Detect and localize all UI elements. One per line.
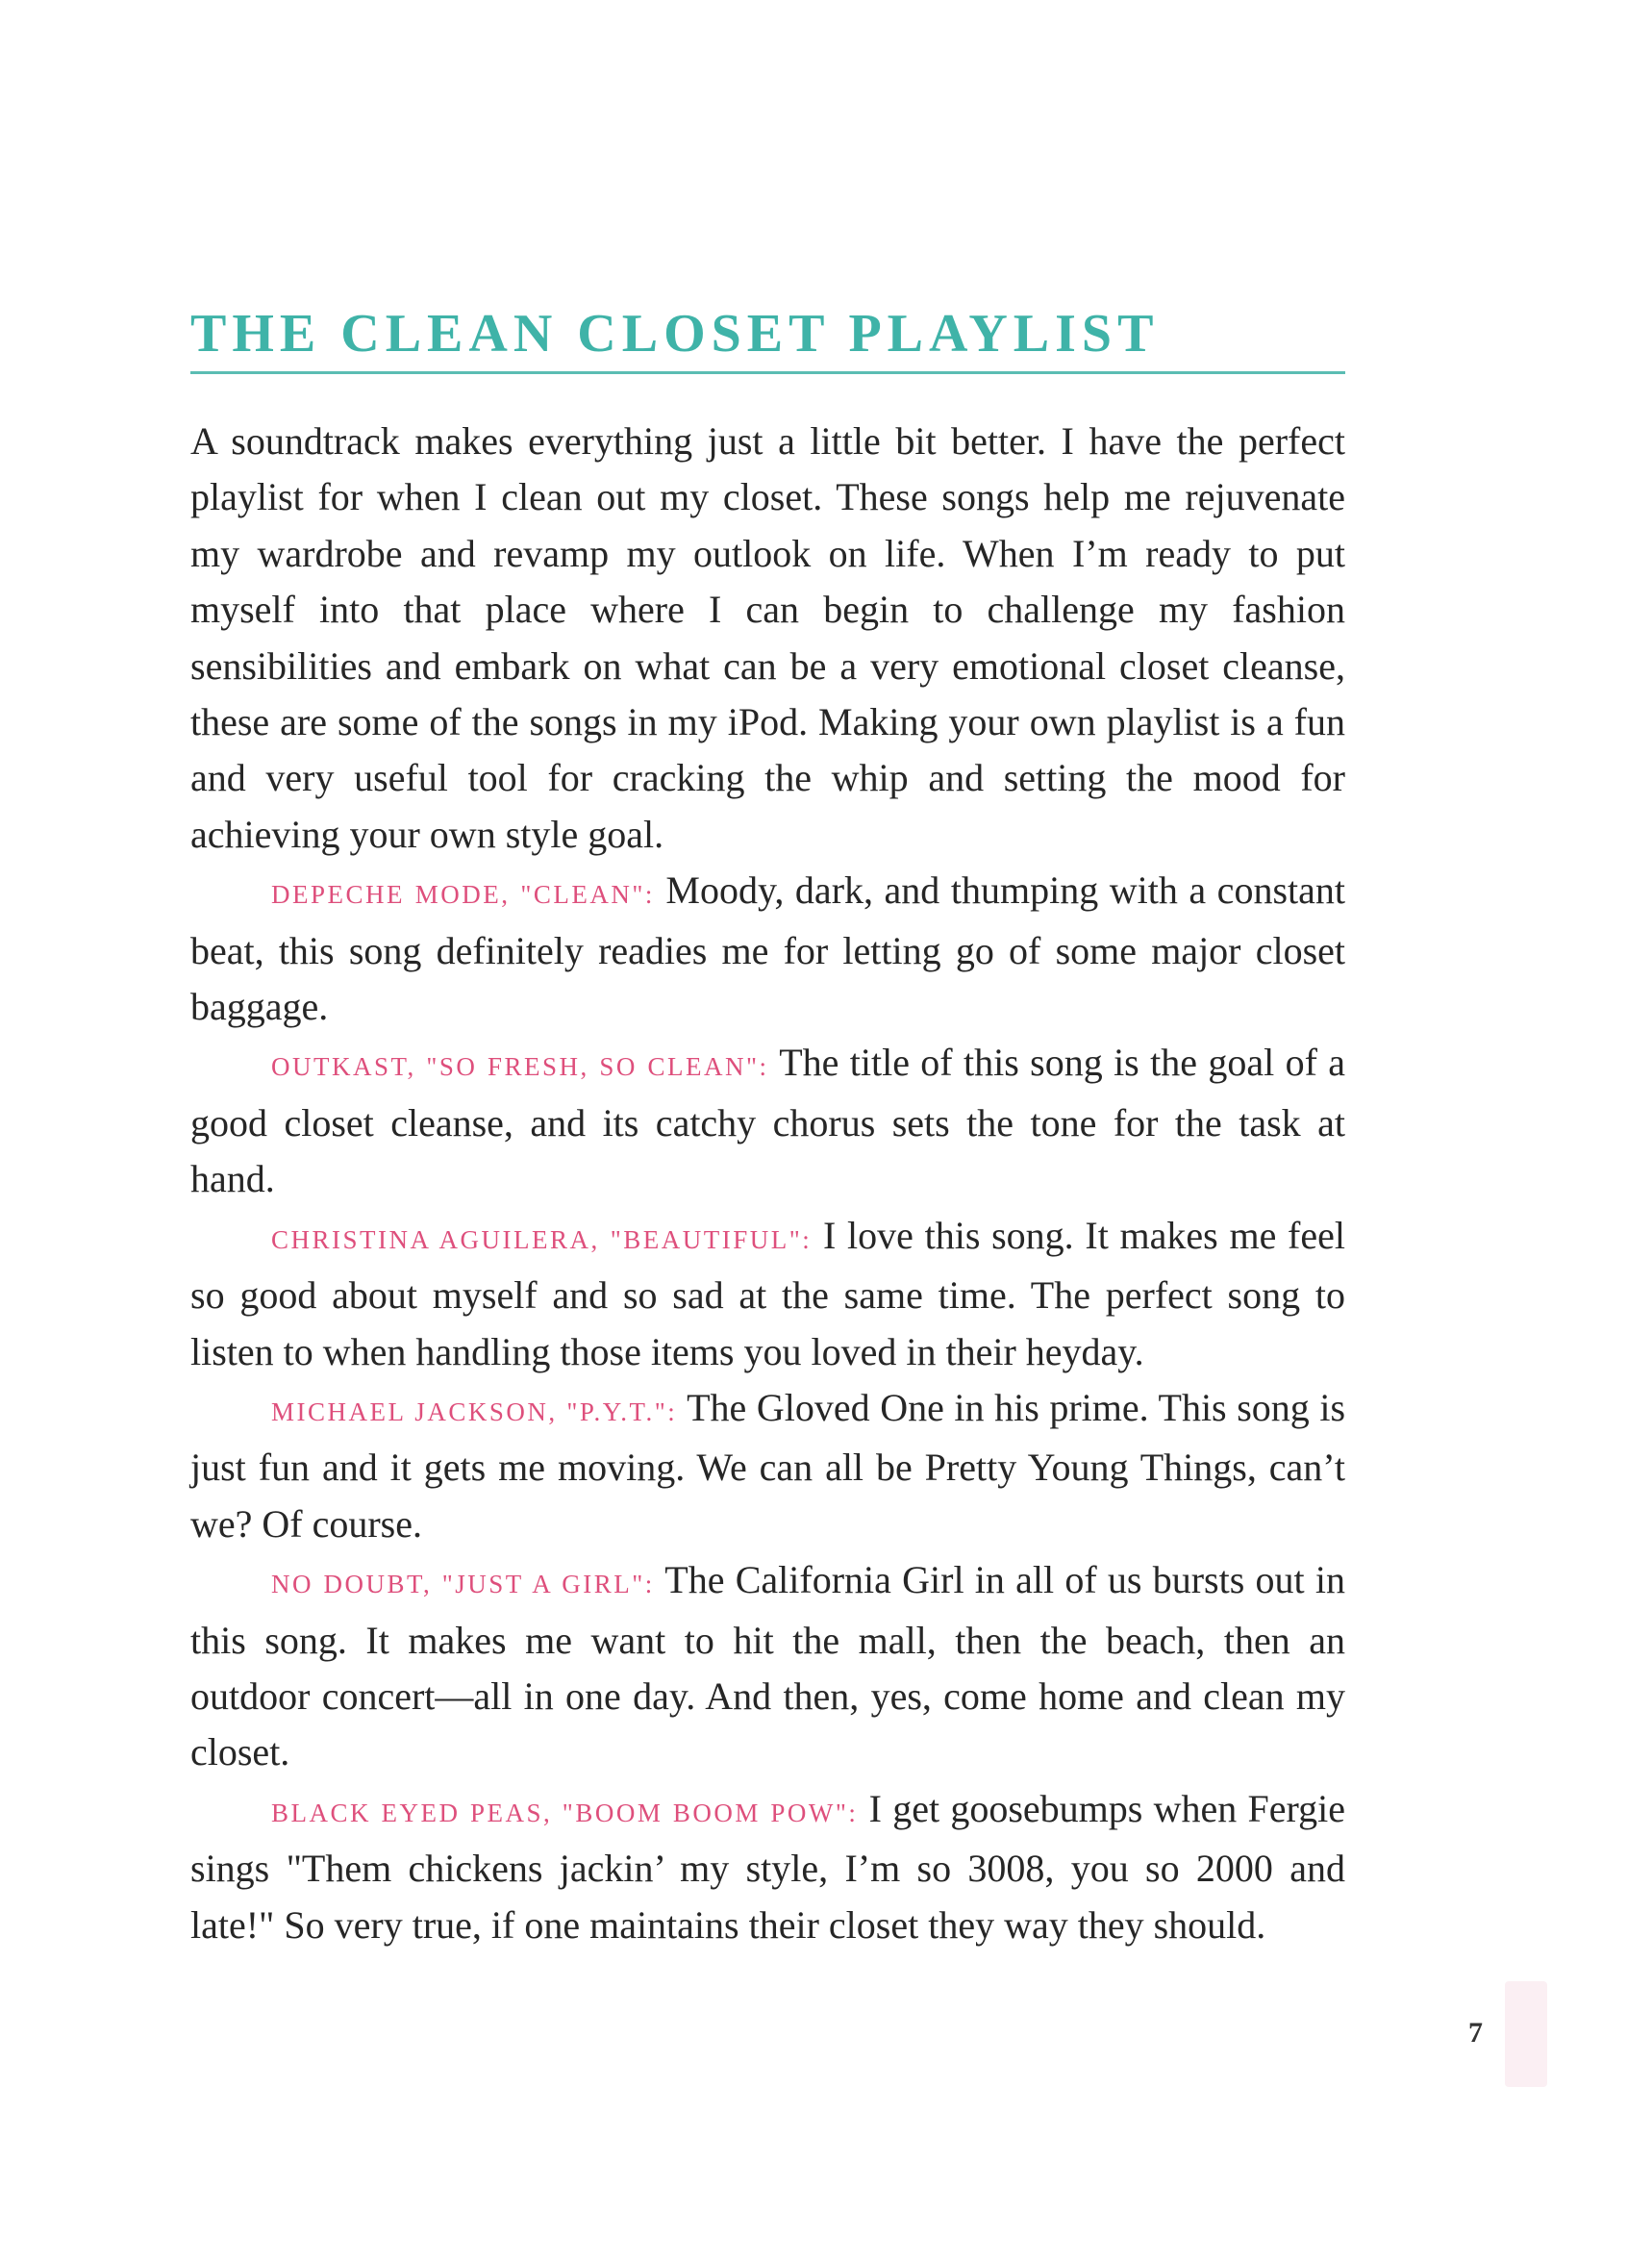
- playlist-entry-michael-jackson: [190, 1380, 1345, 1552]
- song-description: The California Girl in all of us bursts out in this song. It makes me want to hit the mall, then the beach, then an outdoor concert—all in one day. And then, yes, come home and clean my closet.: [190, 1558, 1345, 1774]
- page-edge-tab: [1505, 1981, 1547, 2087]
- song-description: Moody, dark, and thumping with a constant beat, this song definitely readies me for letting go of some major closet baggage.: [190, 868, 1345, 1029]
- song-label: BLACK EYED PEAS, "BOOM BOOM POW":: [271, 1798, 859, 1827]
- playlist-entry-no-doubt: [190, 1552, 1345, 1781]
- song-description: The title of this song is the goal of a good closet cleanse, and its catchy chorus sets the tone for the task at hand.: [190, 1041, 1346, 1201]
- intro-paragraph: A soundtrack makes everything just a little bit better. I have the perfect playlist for when I clean out my closet. These songs help me rejuvenate my wardrobe and revamp my outlook on life. When I’m ready to put myself into that place where I can begin to challenge my fashion sensibilities and embark on what can be a very emotional closet cleanse, these are some of the songs in my iPod. Making your own playlist is a fun and very useful tool for cracking the whip and setting the mood for achieving your own style goal.: [190, 419, 1345, 856]
- song-label: DEPECHE MODE, "CLEAN":: [271, 880, 655, 910]
- body-text: [190, 414, 1345, 1953]
- song-description: I love this song. It makes me feel so good about myself and so sad at the same time. The perfect song to listen to when handling those items you loved in their heyday.: [190, 1213, 1345, 1373]
- playlist-entry-depeche-mode: [190, 863, 1345, 1035]
- title-underline: [190, 371, 1345, 374]
- playlist-entry-outkast: [190, 1035, 1345, 1207]
- page-title: THE CLEAN CLOSET PLAYLIST: [190, 304, 1160, 364]
- song-label: CHRISTINA AGUILERA, "BEAUTIFUL":: [271, 1224, 813, 1254]
- page-number: 7: [1468, 2017, 1483, 2049]
- playlist-entry-christina-aguilera: [190, 1208, 1345, 1380]
- song-description: I get goosebumps when Fergie sings "Them chickens jackin’ my style, I’m so 3008, you so 2000 and late!" So very true, if one maintains their closet they way they should.: [190, 1786, 1345, 1947]
- song-label: NO DOUBT, "JUST A GIRL":: [271, 1570, 655, 1599]
- song-label: OUTKAST, "SO FRESH, SO CLEAN":: [271, 1052, 769, 1082]
- song-description: The Gloved One in his prime. This song is just fun and it gets me moving. We can all be Pretty Young Things, can’t we? Of course.: [190, 1385, 1346, 1546]
- playlist-entry-black-eyed-peas: [190, 1781, 1345, 1953]
- song-label: MICHAEL JACKSON, "P.Y.T.":: [271, 1396, 678, 1426]
